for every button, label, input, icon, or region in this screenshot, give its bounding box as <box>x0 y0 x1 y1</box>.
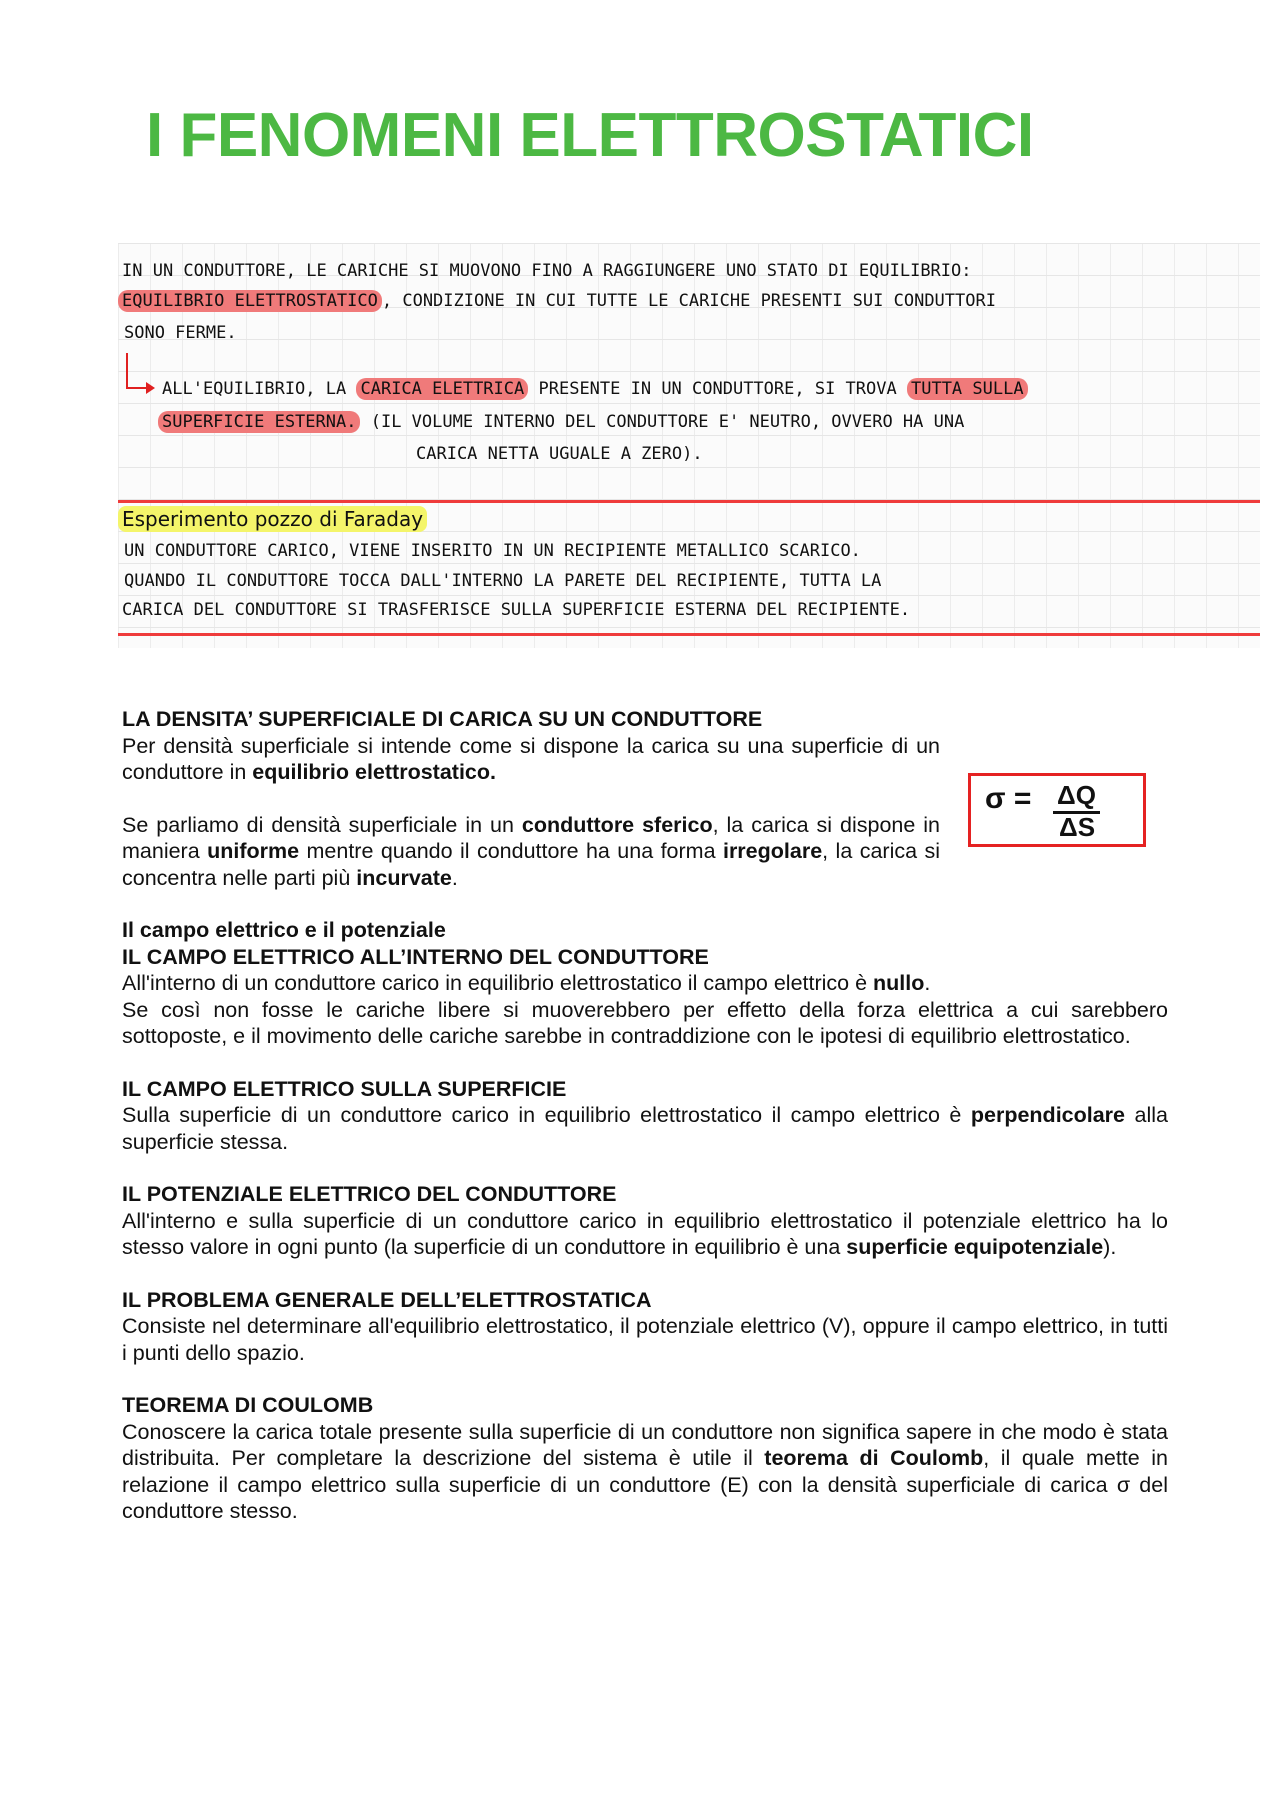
note-line: QUANDO IL CONDUTTORE TOCCA DALL'INTERNO LA PARETE DEL RECIPIENTE, TUTTA LA <box>124 571 882 591</box>
divider <box>118 633 1260 636</box>
note-line <box>118 291 996 311</box>
formula-lhs: σ = <box>985 782 1032 815</box>
section-heading: IL PROBLEMA GENERALE DELL’ELETTROSTATICA <box>122 1287 652 1312</box>
highlight: EQUILIBRIO ELETTROSTATICO <box>118 290 382 312</box>
paragraph: Sulla superficie di un conduttore carico in equilibrio elettrostatico il campo elettrico è perpendicolare alla superficie stessa. <box>122 1103 1168 1154</box>
formula-numerator: ΔQ <box>1053 780 1100 814</box>
section-heading: LA DENSITA’ SUPERFICIALE DI CARICA SU UN CONDUTTORE <box>122 707 763 731</box>
paragraph: All'interno e sulla superficie di un conduttore carico in equilibrio elettrostatico il potenziale elettrico ha lo stesso valore in ogni punto (la superficie di un conduttore in equilibrio è una superficie equipotenziale). <box>122 1208 1168 1259</box>
section-heading: TEOREMA DI COULOMB <box>122 1393 374 1417</box>
divider <box>118 500 1260 503</box>
highlight: CARICA ELETTRICA <box>356 378 528 400</box>
paragraph: Se così non fosse le cariche libere si muoverebbero per effetto della forza elettrica a cui sarebbero sottoposte, e il movimento delle cariche sarebbe in contraddizione con le ipotesi di equilibrio elettrostatico. <box>122 997 1168 1048</box>
note-line: SONO FERME. <box>124 323 237 343</box>
arrowhead-icon <box>146 382 155 394</box>
section-heading: IL CAMPO ELETTRICO ALL’INTERNO DEL CONDUTTORE <box>122 944 709 969</box>
faraday-title: Esperimento pozzo di Faraday <box>118 506 427 532</box>
section-heading: IL POTENZIALE ELETTRICO DEL CONDUTTORE <box>122 1182 617 1206</box>
note-line: IN UN CONDUTTORE, LE CARICHE SI MUOVONO FINO A RAGGIUNGERE UNO STATO DI EQUILIBRIO: <box>122 261 972 281</box>
paragraph: All'interno di un conduttore carico in equilibrio elettrostatico il campo elettrico è nullo. <box>122 971 931 995</box>
note-line: CARICA NETTA UGUALE A ZERO). <box>416 444 703 464</box>
formula-denominator: ΔS <box>1059 812 1096 842</box>
note-line: CARICA DEL CONDUTTORE SI TRASFERISCE SULLA SUPERFICIE ESTERNA DEL RECIPIENTE. <box>122 600 911 620</box>
note-line <box>118 507 427 531</box>
page-title: I FENOMENI ELETTROSTATICI <box>146 101 1034 170</box>
note-text: ALL'EQUILIBRIO, LA <box>162 379 347 399</box>
highlight: SUPERFICIE ESTERNA. <box>158 411 360 433</box>
paragraph: Conoscere la carica totale presente sulla superficie di un conduttore non significa sapere in che modo è stata distribuita. Per completare la descrizione del sistema è utile il teorema di Coulomb, il quale mette in relazione il campo elettrico sulla superficie di un conduttore (E) con la densità superficiale di carica σ del conduttore stesso. <box>122 1419 1168 1523</box>
arrow-icon <box>126 353 148 389</box>
section-heading: IL CAMPO ELETTRICO SULLA SUPERFICIE <box>122 1076 567 1101</box>
paragraph: Consiste nel determinare all'equilibrio elettrostatico, il potenziale elettrico (V), oppure il campo elettrico, in tutti i punti dello spazio. <box>122 1314 1168 1365</box>
note-text: (IL VOLUME INTERNO DEL CONDUTTORE E' NEUTRO, OVVERO HA UNA <box>370 412 965 432</box>
note-text: , CONDIZIONE IN CUI TUTTE LE CARICHE PRESENTI SUI CONDUTTORI <box>381 291 996 311</box>
note-text: PRESENTE IN UN CONDUTTORE, SI TROVA <box>538 379 897 399</box>
note-line <box>158 412 964 432</box>
note-line <box>162 379 1028 399</box>
note-line: UN CONDUTTORE CARICO, VIENE INSERITO IN UN RECIPIENTE METALLICO SCARICO. <box>124 541 861 561</box>
paragraph: Per densità superficiale si intende come si dispone la carica su una superficie di un conduttore in equilibrio elettrostatico. <box>122 733 940 784</box>
handwritten-notes <box>118 243 1260 648</box>
paragraph: Se parliamo di densità superficiale in un conduttore sferico, la carica si dispone in maniera uniforme mentre quando il conduttore ha una forma irregolare, la carica si concentra nelle parti più incurvate. <box>122 812 940 890</box>
document-body <box>122 706 1168 1525</box>
highlight: TUTTA SULLA <box>907 378 1028 400</box>
subtitle: Il campo elettrico e il potenziale <box>122 918 446 942</box>
